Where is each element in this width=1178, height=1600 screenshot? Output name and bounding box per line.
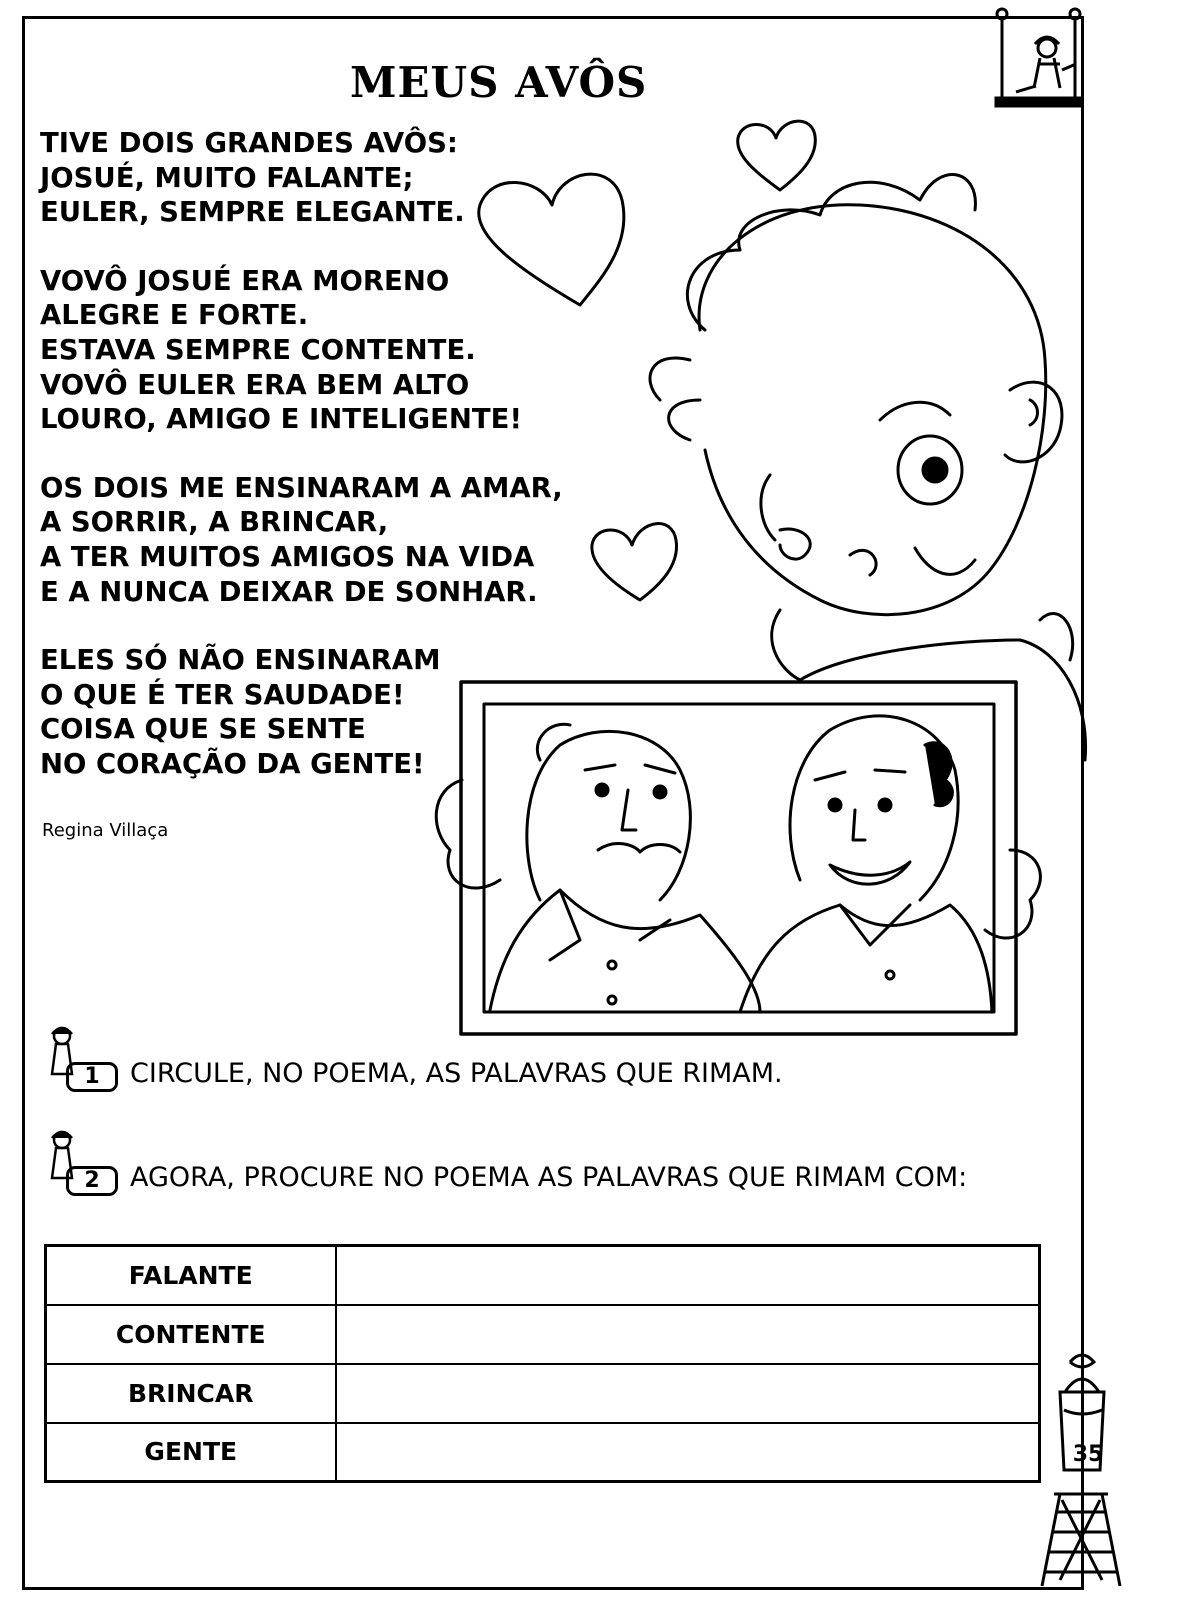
- question-number-badge: 1: [66, 1062, 118, 1092]
- poem-line: O QUE É TER SAUDADE!: [40, 678, 405, 711]
- question-1: [44, 1024, 1004, 1089]
- poem-line: TIVE DOIS GRANDES AVÔS:: [40, 127, 458, 159]
- poem-line: E A NUNCA DEIXAR DE SONHAR.: [40, 575, 538, 608]
- poem-line: JOSUÉ, MUITO FALANTE;: [40, 161, 414, 194]
- page-number: 35: [1072, 1442, 1104, 1467]
- poem-line: COISA QUE SE SENTE: [40, 713, 366, 746]
- question-2: [44, 1128, 1004, 1193]
- rhyme-table: [44, 1244, 1041, 1483]
- answer-cell[interactable]: [336, 1246, 1040, 1305]
- poem-line: ELES SÓ NÃO ENSINARAM: [40, 644, 441, 677]
- rhyme-word: CONTENTE: [46, 1305, 336, 1364]
- question-text: AGORA, PROCURE NO POEMA AS PALAVRAS QUE RIMAM COM:: [130, 1162, 968, 1193]
- poem-line: NO CORAÇÃO DA GENTE!: [40, 747, 425, 780]
- rhyme-word: FALANTE: [46, 1246, 336, 1305]
- page-title: MEUS AVÔS: [350, 58, 648, 107]
- question-text: CIRCULE, NO POEMA, AS PALAVRAS QUE RIMAM.: [130, 1058, 783, 1089]
- heart-icon: [592, 524, 677, 600]
- swing-icon: [996, 9, 1082, 106]
- answer-cell[interactable]: [336, 1423, 1040, 1482]
- poem-line: OS DOIS ME ENSINARAM A AMAR,: [40, 471, 563, 504]
- answer-cell[interactable]: [336, 1305, 1040, 1364]
- table-row: [46, 1364, 1040, 1423]
- question-number-badge: 2: [66, 1166, 118, 1196]
- poem-line: A SORRIR, A BRINCAR,: [40, 506, 389, 539]
- rhyme-word: GENTE: [46, 1423, 336, 1482]
- ladder-icon: [1042, 1494, 1120, 1586]
- rhyme-word: BRINCAR: [46, 1364, 336, 1423]
- poem-line: ALEGRE E FORTE.: [40, 299, 309, 332]
- poem-line: VOVÔ EULER ERA BEM ALTO: [40, 368, 470, 401]
- heart-icon: [479, 174, 624, 305]
- poem-line: VOVÔ JOSUÉ ERA MORENO: [40, 264, 450, 297]
- answer-cell[interactable]: [336, 1364, 1040, 1423]
- table-row: [46, 1423, 1040, 1482]
- table-row: [46, 1305, 1040, 1364]
- poem-line: LOURO, AMIGO E INTELIGENTE!: [40, 403, 522, 436]
- poem-line: EULER, SEMPRE ELEGANTE.: [40, 196, 465, 229]
- poem-line: A TER MUITOS AMIGOS NA VIDA: [40, 540, 535, 573]
- poem-author: Regina Villaça: [42, 820, 169, 841]
- illustration-boy-with-grandparents-photo: [430, 110, 1090, 1060]
- heart-icon: [738, 121, 816, 190]
- poem-line: ESTAVA SEMPRE CONTENTE.: [40, 333, 476, 366]
- table-row: [46, 1246, 1040, 1305]
